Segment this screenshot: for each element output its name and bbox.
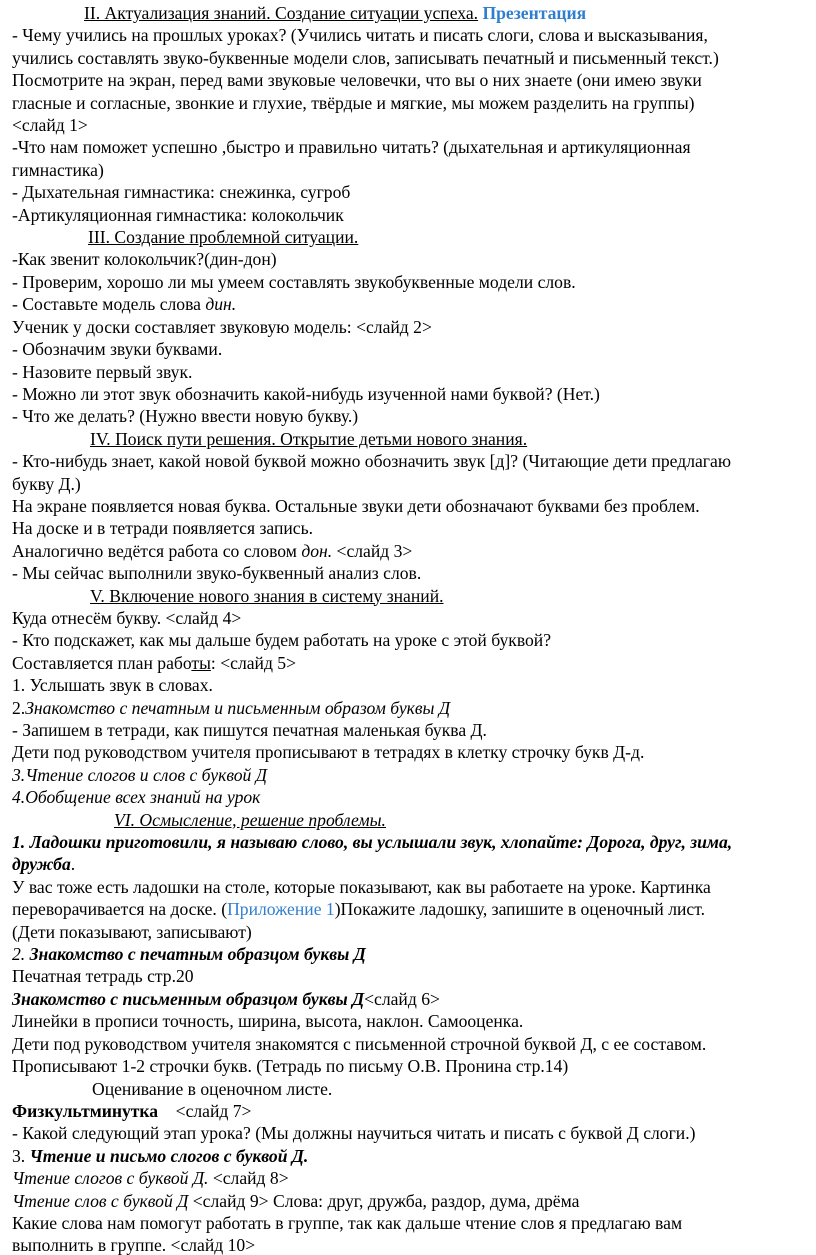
word-druzhba: дружба <box>12 854 71 875</box>
section-6-heading-line <box>12 809 814 831</box>
s6-line-6-text: Знакомство с печатным образцом буквы Д <box>29 944 366 965</box>
s6-line-15-num: 3. <box>12 1145 30 1166</box>
s3-line-3 <box>12 293 814 315</box>
s6-line-2 <box>12 853 814 875</box>
s4-line-6: - Мы сейчас выполнили звуко-буквенный анализ слов. <box>12 563 422 584</box>
s6-line-14: - Какой следующий этап урока? (Мы должны научиться читать и писать с буквой Д слоги.) <box>12 1123 696 1144</box>
s2-line-9: -Артикуляционная гимнастика: колокольчик <box>12 204 344 225</box>
s6-line-4-text: переворачивается на доске. ( <box>12 899 228 920</box>
s4-line-1: - Кто-нибудь знает, какой новой буквой можно обозначить звук [д]? (Читающие дети предлагаю <box>12 451 731 472</box>
s6-line-1: 1. Ладошки приготовили, я называю слово, вы услышали звук, хлопайте: Дорога, друг, зима, <box>12 832 733 853</box>
s6-line-15 <box>12 1145 814 1167</box>
section-6-heading: VI. Осмысление, решение проблемы. <box>114 809 386 830</box>
s2-line-5: <слайд 1> <box>12 115 88 136</box>
s3-line-6: - Назовите первый звук. <box>12 361 193 382</box>
s6-line-16-text: Чтение слогов с буквой Д. <box>12 1168 209 1189</box>
s5-line-2: - Кто подскажет, как мы дальше будем работать на уроке с этой буквой? <box>12 630 552 651</box>
s6-line-10: Дети под руководством учителя знакомятся с письменной строчной буквой Д, с ее составом. <box>12 1033 707 1054</box>
s2-line-2: учились составлять звуко-буквенные модели слов, записывать печатный и письменный текст.) <box>12 47 719 68</box>
s4-line-5-text: Аналогично ведётся работа со словом <box>12 540 302 561</box>
s2-line-8: - Дыхательная гимнастика: снежинка, сугроб <box>12 182 351 203</box>
appendix-1-link[interactable]: Приложение 1 <box>227 899 335 920</box>
s5-line-3-text: Составляется план рабо <box>12 652 192 673</box>
s6-line-5: (Дети показывают, записывают) <box>12 921 252 942</box>
section-4-heading-line <box>12 428 814 450</box>
s4-line-4: На доске и в тетради появляется запись. <box>12 518 314 539</box>
s6-line-16-slide: <слайд 8> <box>208 1168 289 1189</box>
s4-line-5 <box>12 540 814 562</box>
s5-line-3-slide: : <слайд 5> <box>210 652 297 673</box>
fizkultminutka-label: Физкультминутка <box>12 1100 159 1121</box>
s5-line-6: - Запишем в тетради, как пишутся печатная маленькая буква Д. <box>12 720 487 740</box>
s6-line-11: Прописывают 1-2 строчки букв. (Тетрадь по письму О.В. Пронина стр.14) <box>12 1056 569 1077</box>
s4-line-2: букву Д.) <box>12 473 81 494</box>
s6-line-8-slide: <слайд 6> <box>364 988 440 1009</box>
section-2-heading: II. Актуализация знаний. Создание ситуации успеха. <box>84 3 479 23</box>
s6-line-13-slide: <слайд 7> <box>158 1100 252 1121</box>
word-don: дон. <box>301 540 333 561</box>
s2-line-1: - Чему учились на прошлых уроках? (Учились читать и писать слоги, слова и высказывания, <box>12 25 708 46</box>
section-4-heading: IV. Поиск пути решения. Открытие детьми нового знания. <box>90 428 528 449</box>
s2-line-4: гласные и согласные, звонкие и глухие, твёрдые и мягкие, мы можем разделить на группы) <box>12 92 695 113</box>
word-din: дин. <box>205 294 237 315</box>
s6-line-3: У вас тоже есть ладошки на столе, которые показывают, как вы работаете на уроке. Картинка <box>12 876 711 897</box>
s6-line-6-num: 2. <box>12 944 30 965</box>
s3-line-2: - Проверим, хорошо ли мы умеем составлять звукобуквенные модели слов. <box>12 271 576 292</box>
s6-line-9: Линейки в прописи точность, ширина, высота, наклон. Самооценка. <box>12 1011 524 1032</box>
s5-line-7: Дети под руководством учителя прописывают в тетрадях в клетку строчку букв Д-д. <box>12 742 645 763</box>
section-3-heading: III. Создание проблемной ситуации. <box>88 227 359 248</box>
s5-line-5 <box>12 697 814 719</box>
presentation-link[interactable]: Презентация <box>482 3 587 23</box>
s5-line-1: Куда отнесём букву. <слайд 4> <box>12 607 242 628</box>
s5-line-3-underlined: ты <box>191 652 211 673</box>
s6-line-8 <box>12 988 814 1010</box>
s3-line-5: - Обозначим звуки буквами. <box>12 339 223 360</box>
s6-line-7: Печатная тетрадь стр.20 <box>12 966 194 987</box>
s3-line-7: - Можно ли этот звук обозначить какой-нибудь изученной нами буквой? (Нет.) <box>12 383 600 404</box>
section-5-heading: V. Включение нового знания в систему знаний. <box>90 585 444 606</box>
s6-line-4-rest: )Покажите ладошку, запишите в оценочный лист. <box>334 899 706 920</box>
s5-line-4: 1. Услышать звук в словах. <box>12 675 213 696</box>
s2-line-7: гимнастика) <box>12 159 104 180</box>
s3-line-3-text: - Составьте модель слова <box>12 294 206 315</box>
s6-line-8-text: Знакомство с письменным образцом буквы Д <box>12 988 365 1009</box>
s6-line-17-rest: <слайд 9> Слова: друг, дружба, раздор, дума, дрёма <box>188 1190 580 1211</box>
s6-line-16 <box>12 1167 814 1189</box>
s2-line-6: -Что нам поможет успешно ,быстро и правильно читать? (дыхательная и артикуляционная <box>12 137 691 158</box>
section-5-heading-line <box>12 585 814 607</box>
s6-line-12: Оценивание в оценочном листе. <box>92 1078 333 1099</box>
s6-line-2-dot: . <box>70 854 76 875</box>
s6-line-18: Какие слова нам помогут работать в группе, так как дальше чтение слов я предлагаю вам <box>12 1212 683 1233</box>
s5-line-8: 3.Чтение слогов и слов с буквой Д <box>12 764 267 785</box>
s2-line-3: Посмотрите на экран, перед вами звуковые человечки, что вы о них знаете (они имею звуки <box>12 70 702 91</box>
s5-line-5-num: 2. <box>12 697 26 718</box>
s3-line-1: -Как звенит колокольчик?(дин-дон) <box>12 249 277 270</box>
s6-line-15-text: Чтение и письмо слогов с буквой Д. <box>29 1145 309 1166</box>
s6-line-13 <box>12 1100 814 1122</box>
s6-line-17 <box>12 1190 814 1212</box>
s6-line-4 <box>12 898 814 920</box>
s3-line-8: - Что же делать? (Нужно ввести новую букву.) <box>12 406 359 427</box>
s5-line-3 <box>12 652 814 674</box>
s4-line-3: На экране появляется новая буква. Остальные звуки дети обозначают буквами без проблем. <box>12 495 700 516</box>
s6-line-17-text: Чтение слов с буквой Д <box>12 1190 189 1211</box>
s5-line-5-text: Знакомство с печатным и письменным образом буквы Д <box>25 697 451 718</box>
s5-line-9: 4.Обобщение всех знаний на урок <box>12 787 261 808</box>
s6-line-6 <box>12 943 814 965</box>
s3-line-4: Ученик у доски составляет звуковую модель: <слайд 2> <box>12 316 432 337</box>
section-2-heading-line <box>12 2 814 24</box>
section-3-heading-line <box>12 226 814 248</box>
s4-line-5-slide: <слайд 3> <box>332 540 413 561</box>
s6-line-19: выполнить в группе. <слайд 10> <box>12 1235 256 1255</box>
